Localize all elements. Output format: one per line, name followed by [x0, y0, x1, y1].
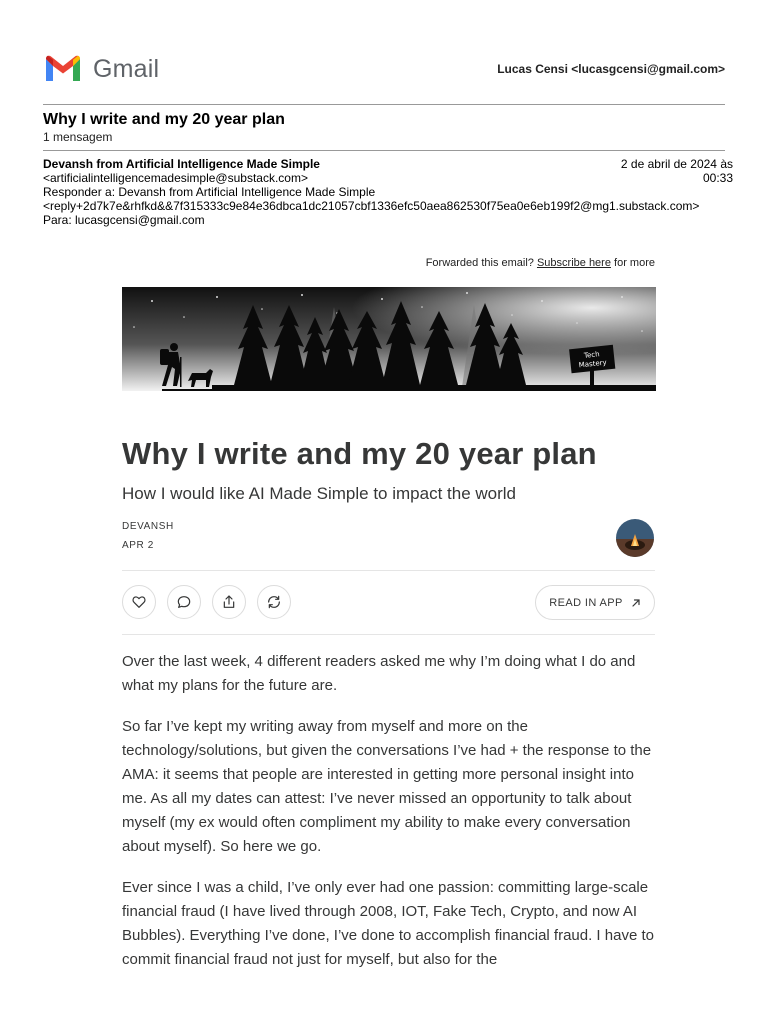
- comment-button[interactable]: [167, 585, 201, 619]
- reply-to-email: <reply+2d7k7e&rhfkd&&7f315333c9e84e36dbca1dc21057cbf1336efc50aea862530f75ea0e6eb199f2@mg1.substack.com>: [43, 199, 700, 213]
- sign-line-1: Tech: [583, 350, 601, 360]
- like-button[interactable]: [122, 585, 156, 619]
- forest-hiker-illustration: [122, 287, 656, 391]
- message-time: 00:33: [702, 171, 733, 185]
- message-date: [621, 157, 733, 185]
- read-in-app-label: READ IN APP: [549, 596, 623, 609]
- message-count: 1 mensagem: [43, 130, 113, 144]
- message-date-line: 2 de abril de 2024 às: [620, 157, 733, 171]
- reply-to-label: Responder a: Devansh from Artificial Intelligence Made Simple: [43, 185, 376, 199]
- divider: [43, 104, 725, 105]
- restack-icon: [266, 594, 282, 610]
- external-arrow-icon: [631, 598, 641, 608]
- body-paragraph: So far I’ve kept my writing away from myself and more on the technology/solutions, but given the conversations I’ve had + the response to the AMA: it seems that people are interested in getting more personal insight into me. As all my dates can attest: I’ve never missed an opportunity to talk about myself (my ex would often compliment my ability to make every conversation about myself). So here we go.: [122, 718, 652, 855]
- forwarded-note: [122, 257, 655, 269]
- campfire-avatar-image: [616, 519, 654, 557]
- read-in-app-button[interactable]: [535, 585, 655, 620]
- forwarded-suffix: for more: [614, 257, 655, 269]
- share-icon: [221, 594, 237, 610]
- body-paragraph: Over the last week, 4 different readers asked me why I’m doing what I do and what my plans for the future are.: [122, 653, 636, 694]
- post-body: [122, 650, 657, 989]
- publish-date: APR 2: [122, 540, 154, 551]
- sender-email: <artificialintelligencemadesimple@substack.com>: [43, 171, 308, 185]
- gmail-header: [43, 54, 725, 84]
- divider: [122, 570, 655, 571]
- gmail-logo: [43, 54, 159, 84]
- author-name[interactable]: DEVANSH: [122, 521, 174, 532]
- restack-button[interactable]: [257, 585, 291, 619]
- sender-name: Devansh from Artificial Intelligence Made Simple: [43, 157, 320, 171]
- author-avatar[interactable]: [616, 519, 654, 557]
- account-label: Lucas Censi <lucasgcensi@gmail.com>: [497, 62, 725, 76]
- forwarded-prefix: Forwarded this email?: [425, 257, 534, 269]
- subscribe-link[interactable]: Subscribe here: [536, 257, 611, 269]
- sign-line-2: Mastery: [578, 358, 608, 370]
- share-button[interactable]: [212, 585, 246, 619]
- post-subtitle: How I would like AI Made Simple to impact the world: [122, 484, 517, 503]
- thread-subject: Why I write and my 20 year plan: [43, 111, 285, 128]
- heart-icon: [131, 594, 147, 610]
- message-meta: [43, 157, 733, 227]
- gmail-m-icon: [43, 55, 83, 83]
- body-paragraph: Ever since I was a child, I’ve only ever had one passion: committing large-scale financial fraud (I have lived through 2008, IOT, Fake Tech, Crypto, and now AI Bubbles). Everything I’ve done, I’ve done to accomplish financial fraud. I have to commit financial fraud not just for myself, but also for the: [122, 879, 654, 968]
- comment-icon: [176, 594, 192, 610]
- post-title[interactable]: Why I write and my 20 year plan: [122, 436, 597, 471]
- recipient: Para: lucasgcensi@gmail.com: [43, 213, 205, 227]
- divider: [43, 150, 725, 151]
- divider: [122, 634, 655, 635]
- gmail-wordmark: Gmail: [93, 54, 160, 83]
- header-banner-image: [122, 287, 656, 391]
